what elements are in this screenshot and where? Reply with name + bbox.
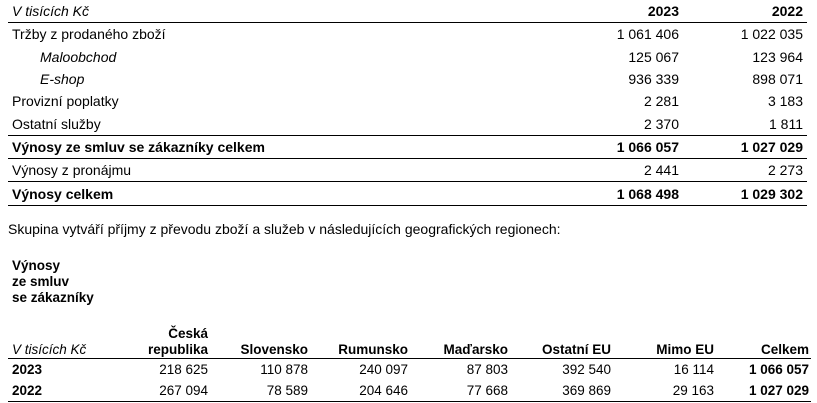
- subtotal-row: [8, 135, 807, 158]
- row-value-2023: 1 066 057: [529, 135, 681, 158]
- row-value-2023: 1 068 498: [529, 182, 681, 205]
- row-year: 2023: [12, 362, 43, 377]
- title-line: Výnosy: [12, 258, 61, 273]
- cell-madarsko: 77 668: [408, 380, 508, 402]
- paragraph-text: Skupina vytváří příjmy z převodu zboží a služeb v následujících geografických regionech:: [8, 221, 561, 237]
- row-label: E-shop: [40, 71, 85, 88]
- cell-ostatni-eu: 369 869: [508, 380, 611, 402]
- table-row: [8, 359, 811, 381]
- row-value-2022: 1 027 029: [681, 135, 807, 158]
- unit-label: V tisících Kč: [8, 0, 529, 23]
- revenue-table-header: [8, 0, 807, 23]
- cell-ostatni-eu: 392 540: [562, 362, 611, 377]
- row-value-2023: 2 281: [643, 93, 679, 110]
- cell-rumunsko: 204 646: [308, 380, 408, 402]
- cell-rumunsko: 240 097: [359, 362, 408, 377]
- row-label: Ostatní služby: [12, 115, 101, 132]
- cell-celkem: 1 027 029: [714, 380, 811, 402]
- year-2022-header: 2022: [681, 0, 807, 23]
- table-row: [8, 380, 811, 402]
- region-table-title: [12, 258, 94, 306]
- row-label: Výnosy z pronájmu: [12, 162, 132, 179]
- row-label: Výnosy celkem: [8, 182, 529, 205]
- row-value-2023: 936 339: [628, 71, 679, 88]
- title-line: ze smluv: [12, 274, 70, 289]
- col-header-cesko: [128, 318, 208, 359]
- cell-madarsko: 87 803: [466, 362, 508, 377]
- row-value-2022: 1 022 035: [740, 26, 803, 43]
- unit-label: V tisících Kč: [8, 318, 128, 359]
- row-value-2023: 125 067: [628, 48, 679, 65]
- region-table: [8, 318, 811, 402]
- col-header-line: Česká: [168, 326, 208, 341]
- table-row: [8, 23, 807, 46]
- cell-cesko: 218 625: [159, 362, 208, 377]
- cell-mimo-eu: 29 163: [611, 380, 714, 402]
- col-header-celkem: Celkem: [714, 318, 811, 359]
- cell-mimo-eu: 16 114: [673, 362, 714, 377]
- row-value-2023: 2 370: [643, 115, 679, 132]
- title-line: se zákazníky: [12, 290, 94, 305]
- table-row: [8, 159, 807, 182]
- table-row: [8, 112, 807, 135]
- row-value-2022: 1 029 302: [681, 182, 807, 205]
- region-table-header: [8, 318, 811, 359]
- cell-cesko: 267 094: [128, 380, 208, 402]
- row-value-2022: 123 964: [752, 48, 803, 65]
- row-value-2023: 2 441: [643, 162, 679, 179]
- row-label: Provizní poplatky: [12, 93, 119, 110]
- col-header-rumunsko: Rumunsko: [308, 318, 408, 359]
- table-row: [8, 90, 807, 112]
- row-value-2022: 898 071: [752, 71, 803, 88]
- row-value-2022: 1 811: [769, 115, 803, 132]
- row-year: 2022: [8, 380, 128, 402]
- col-header-line: republika: [147, 342, 208, 357]
- row-label: Tržby z prodaného zboží: [12, 26, 166, 43]
- col-header-slovensko: Slovensko: [208, 318, 308, 359]
- row-value-2022: 3 183: [767, 93, 803, 110]
- cell-slovensko: 110 878: [260, 362, 308, 377]
- row-value-2023: 1 061 406: [616, 26, 679, 43]
- row-label: Maloobchod: [40, 48, 117, 65]
- row-label: Výnosy ze smluv se zákazníky celkem: [8, 135, 529, 158]
- cell-slovensko: 78 589: [208, 380, 308, 402]
- col-header-madarsko: Maďarsko: [408, 318, 508, 359]
- col-header-ostatni-eu: Ostatní EU: [508, 318, 611, 359]
- row-value-2022: 2 273: [767, 162, 803, 179]
- table-row: [8, 68, 807, 90]
- col-header-mimo-eu: Mimo EU: [611, 318, 714, 359]
- table-row: [8, 46, 807, 68]
- year-2023-header: 2023: [529, 0, 681, 23]
- revenue-table: [8, 0, 807, 206]
- cell-celkem: 1 066 057: [748, 362, 809, 377]
- total-row: [8, 182, 807, 205]
